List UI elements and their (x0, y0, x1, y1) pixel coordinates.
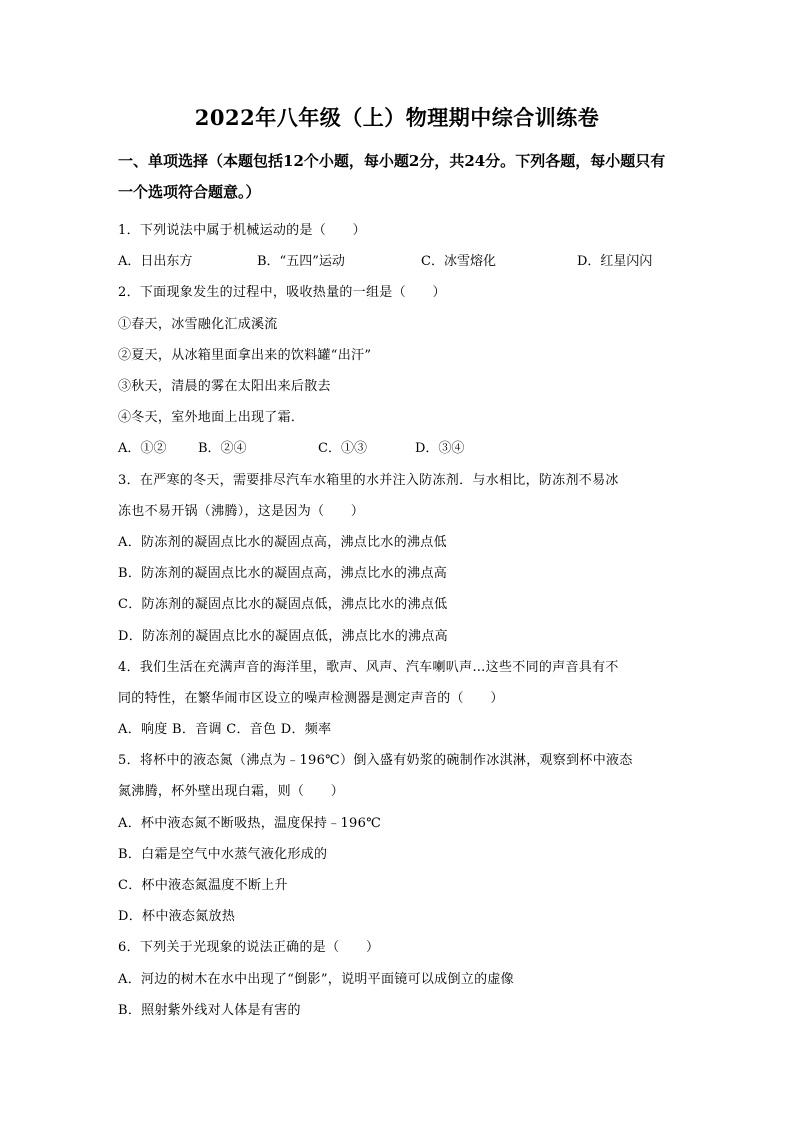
q1-option-d: D．红星闪闪 (577, 254, 653, 269)
q2-option-b: B．②④ (198, 441, 247, 456)
q1-option-b: B．“五四”运动 (257, 254, 345, 269)
question-3-option-b: B．防冻剂的凝固点比水的凝固点高，沸点比水的沸点高 (118, 566, 448, 581)
question-5-stem-line-1: 5．将杯中的液态氮（沸点为﹣196℃）倒入盛有奶浆的碗制作冰淇淋，观察到杯中液态 (118, 753, 633, 768)
question-2-statement-1: ①春天，冰雪融化汇成溪流 (118, 317, 278, 332)
question-3-stem-line-2: 冻也不易开锅（沸腾），这是因为（ ） (118, 504, 365, 519)
q2-option-c: C．①③ (318, 441, 367, 456)
question-6-option-b: B．照射紫外线对人体是有害的 (118, 1003, 301, 1018)
question-2-statement-4: ④冬天，室外地面上出现了霜． (118, 410, 305, 425)
question-5-option-c: C．杯中液态氮温度不断上升 (118, 878, 288, 893)
question-5-option-d: D．杯中液态氮放热 (118, 909, 236, 924)
question-5-option-a: A．杯中液态氮不断吸热，温度保持﹣196℃ (118, 816, 382, 831)
q1-option-c: C．冰雪熔化 (421, 254, 496, 269)
question-5-option-b: B．白霜是空气中水蒸气液化形成的 (118, 847, 328, 862)
exam-title: 2022年八年级（上）物理期中综合训练卷 (194, 105, 600, 130)
question-6-option-a: A．河边的树木在水中出现了“倒影”，说明平面镜可以成倒立的虚像 (118, 972, 514, 987)
section-heading: 一、单项选择（本题包括12个小题，每小题2分，共24分。下列各题，每小题只有一个选项符合题意。） (118, 152, 666, 201)
question-2-stem: 2．下面现象发生的过程中，吸收热量的一组是（ ） (118, 285, 446, 300)
question-3-option-a: A．防冻剂的凝固点比水的凝固点高，沸点比水的沸点低 (118, 535, 447, 550)
question-1-stem: 1．下列说法中属于机械运动的是（ ） (118, 223, 366, 238)
q2-option-a: A．①② (118, 441, 167, 456)
question-5-stem-line-2: 氮沸腾，杯外壁出现白霜，则（ ） (118, 784, 345, 799)
question-6-stem: 6．下列关于光现象的说法正确的是（ ） (118, 940, 380, 955)
question-4-stem-line-2: 同的特性，在繁华闹市区设立的噪声检测器是测定声音的（ ） (118, 691, 504, 706)
question-4-stem-line-1: 4．我们生活在充满声音的海洋里，歌声、风声、汽车喇叭声…这些不同的声音具有不 (118, 660, 619, 675)
question-3-stem-line-1: 3．在严寒的冬天，需要排尽汽车水箱里的水并注入防冻剂．与水相比，防冻剂不易冰 (118, 473, 619, 488)
question-4-options: A．响度 B．音调 C．音色 D．频率 (118, 722, 332, 737)
question-3-option-c: C．防冻剂的凝固点比水的凝固点低，沸点比水的沸点低 (118, 597, 448, 612)
q1-option-a: A．日出东方 (118, 254, 193, 269)
q2-option-d: D．③④ (415, 441, 465, 456)
question-2-statement-2: ②夏天，从冰箱里面拿出来的饮料罐“出汗” (118, 348, 372, 363)
question-3-option-d: D．防冻剂的凝固点比水的凝固点低，沸点比水的沸点高 (118, 629, 448, 644)
question-2-statement-3: ③秋天，清晨的雾在太阳出来后散去 (118, 379, 331, 394)
